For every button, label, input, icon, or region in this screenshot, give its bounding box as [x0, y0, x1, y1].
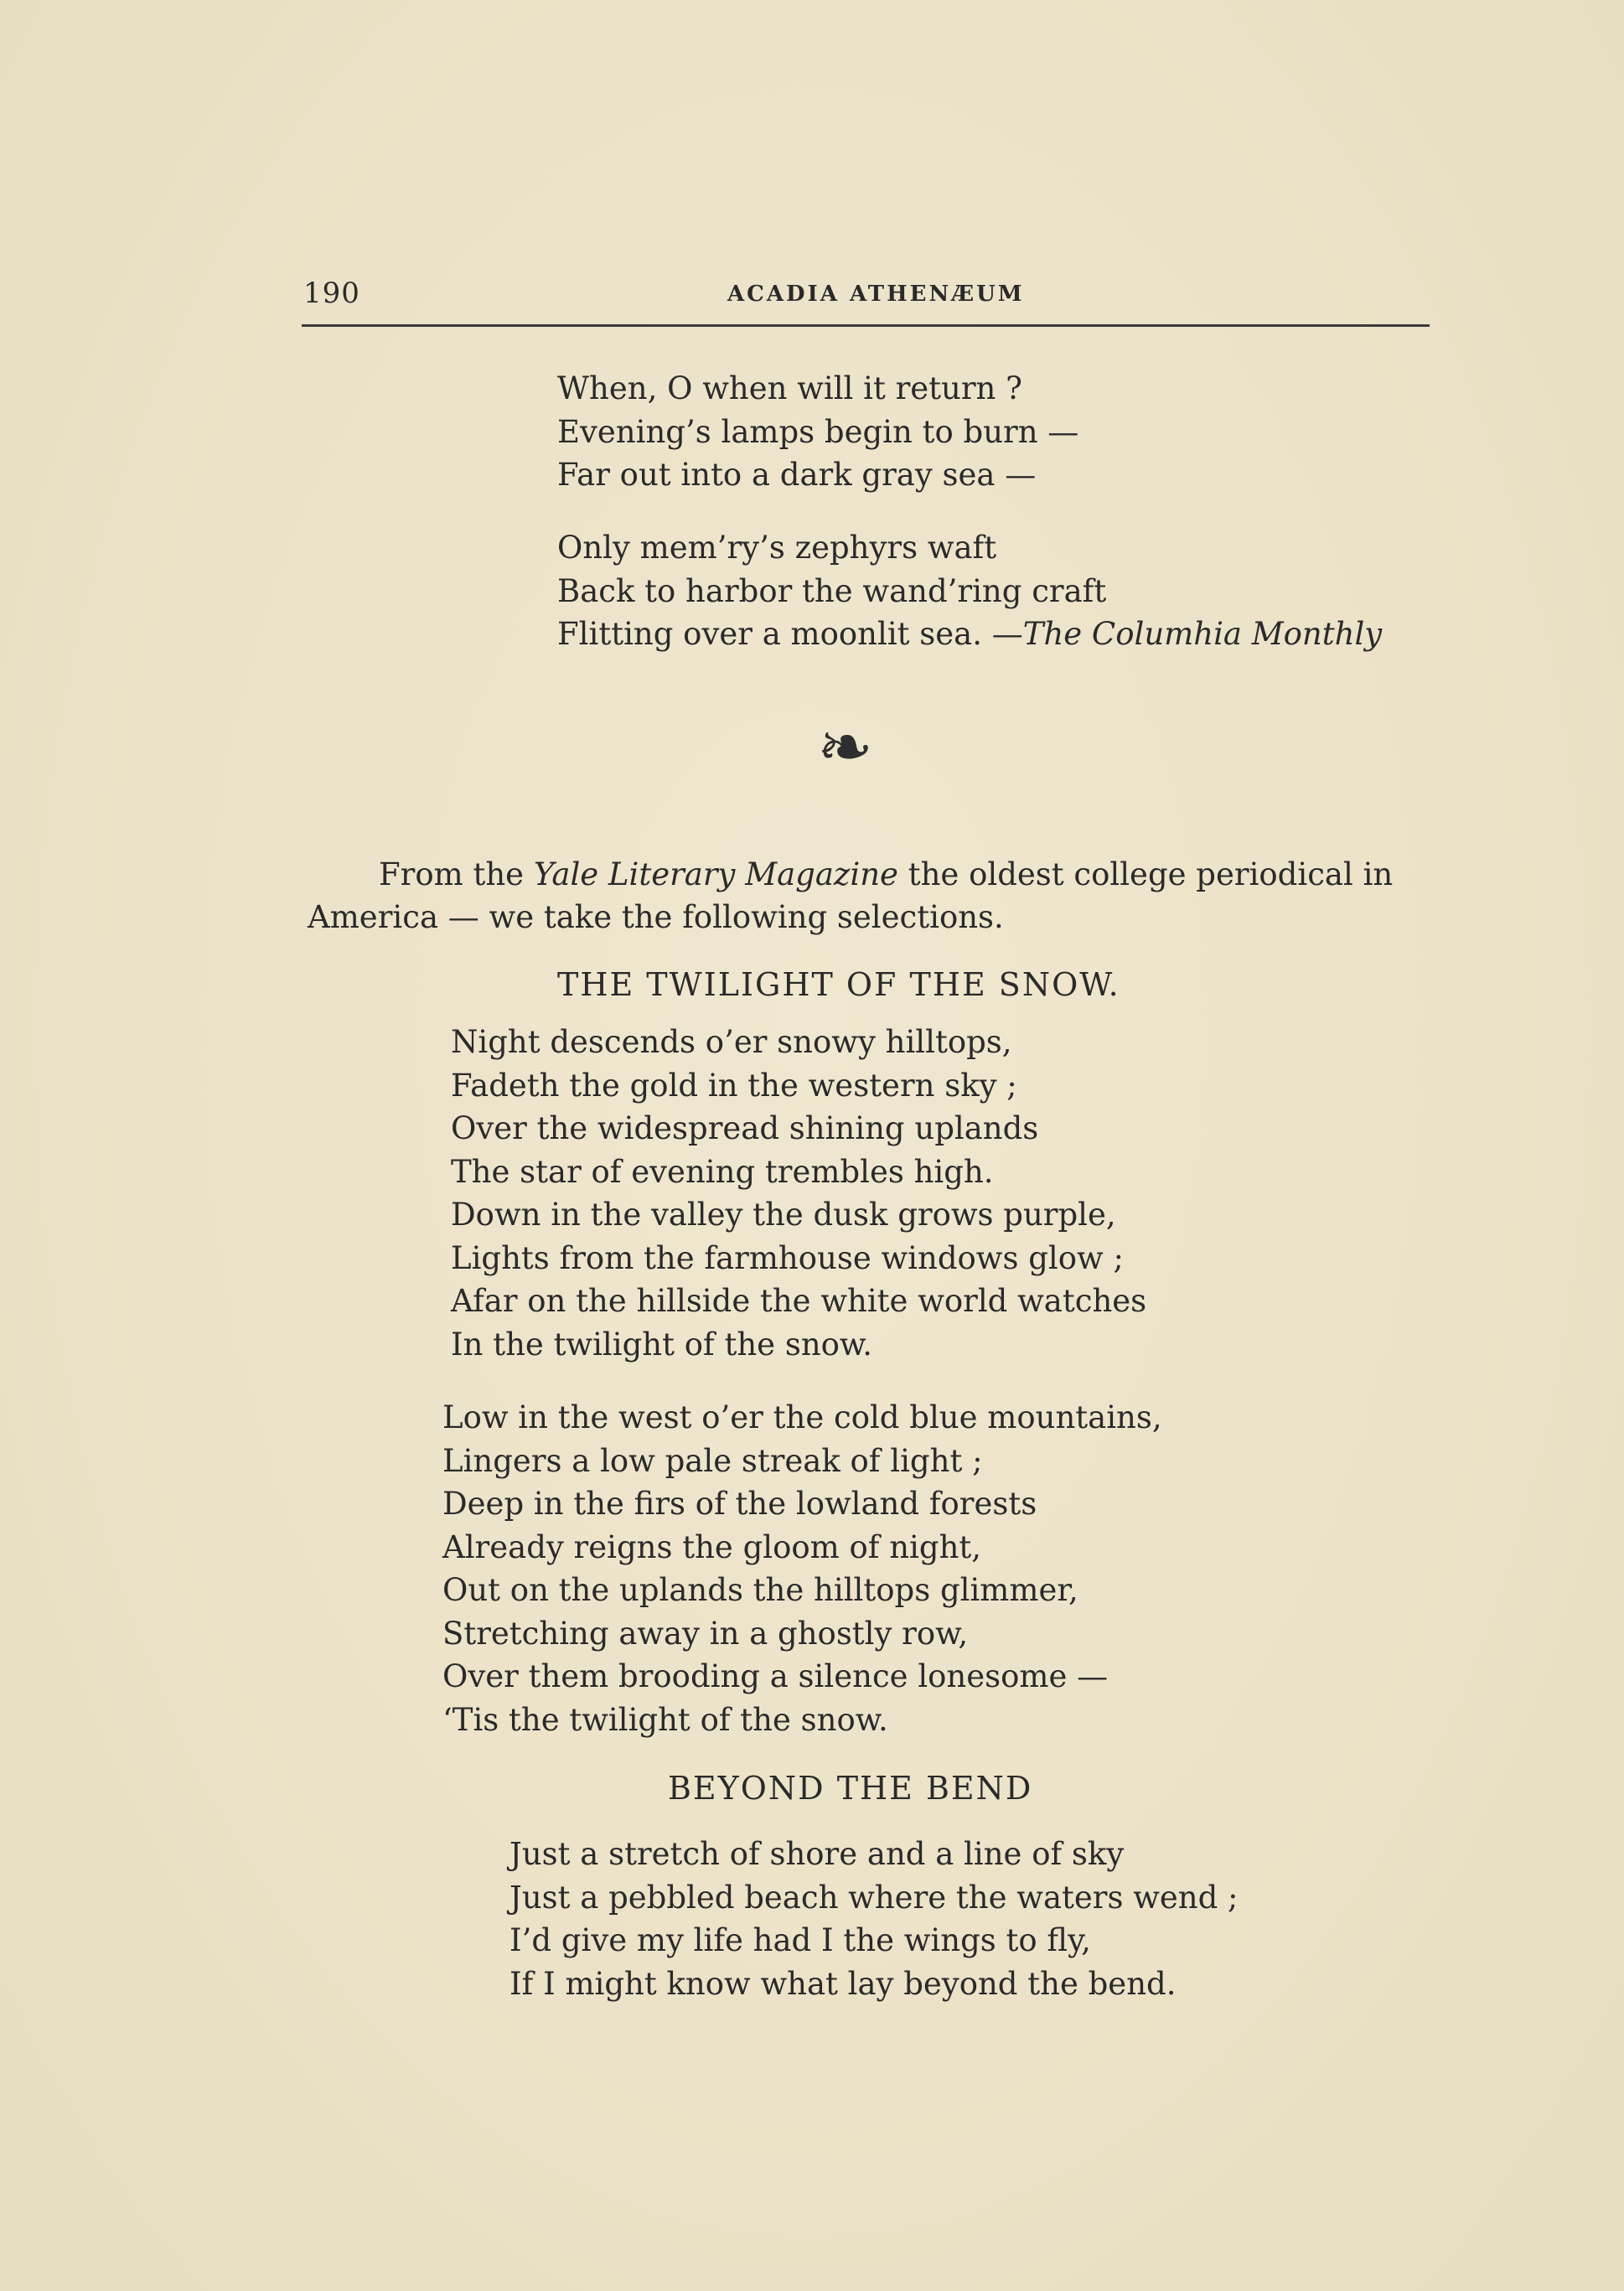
poem-line: Deep in the firs of the lowland forests	[442, 1486, 1037, 1522]
intro-line2: America — we take the following selections.	[308, 899, 1004, 935]
poem-line: I’d give my life had I the wings to fly,	[509, 1922, 1091, 1958]
poem-line: Evening’s lamps begin to burn —	[557, 413, 1079, 450]
poem-line: Over the widespread shining uplands	[451, 1110, 1039, 1146]
page-header	[303, 277, 1428, 327]
poem2-stanza2	[442, 1396, 1162, 1741]
intro-line1	[308, 853, 1430, 896]
page-number: 190	[303, 277, 360, 310]
running-head: ACADIA ATHENÆUM	[727, 282, 1025, 307]
poem-line: When, O when will it return ?	[557, 370, 1022, 406]
poem-line: Out on the uplands the hilltops glimmer,	[442, 1572, 1078, 1608]
poem-line: Just a pebbled beach where the waters wend ;	[509, 1879, 1239, 1916]
intro-pre: From the	[379, 856, 534, 892]
poem1-stanza2	[557, 526, 1382, 656]
poem-line: Back to harbor the wand’ring craft	[557, 572, 1107, 609]
poem-line: Night descends o’er snowy hilltops,	[451, 1024, 1012, 1060]
poem-line: Just a stretch of shore and a line of sky	[509, 1836, 1125, 1872]
poem-line: Stretching away in a ghostly row,	[442, 1615, 969, 1652]
poem-line: Down in the valley the dusk grows purple,	[451, 1197, 1116, 1233]
poem3-title: BEYOND THE BEND	[668, 1770, 1033, 1807]
poem-line: Lingers a low pale streak of light ;	[442, 1442, 983, 1479]
intro-paragraph	[308, 853, 1430, 939]
poem-line-with-attribution	[557, 613, 1382, 656]
poem-line: Far out into a dark gray sea —	[557, 457, 1037, 493]
poem-line: In the twilight of the snow.	[451, 1326, 872, 1363]
poem1-stanza1	[557, 367, 1078, 497]
poem-line: The star of evening trembles high.	[451, 1153, 994, 1190]
ornament-icon: ❧	[817, 708, 874, 786]
poem2-stanza1	[451, 1021, 1146, 1366]
poem-line: Low in the west o’er the cold blue mountains,	[442, 1399, 1162, 1435]
poem-line: If I might know what lay beyond the bend.	[509, 1965, 1177, 2002]
magazine-title: Yale Literary Magazine	[533, 856, 898, 892]
poem-line: Fadeth the gold in the western sky ;	[451, 1067, 1017, 1104]
poem2-title: THE TWILIGHT OF THE SNOW.	[557, 966, 1120, 1003]
header-rule	[302, 324, 1430, 327]
poem-line: Only mem’ry’s zephyrs waft	[557, 530, 997, 566]
poem-line: Already reigns the gloom of night,	[442, 1528, 982, 1565]
poem3-stanza	[509, 1833, 1239, 2005]
poem-line-text: Flitting over a moonlit sea. —	[557, 616, 1023, 652]
poem-line: Lights from the farmhouse windows glow ;	[451, 1239, 1124, 1276]
intro-post: the oldest college periodical in	[897, 856, 1394, 892]
poem-line: Over them brooding a silence lonesome —	[442, 1658, 1109, 1694]
poem-line: ‘Tis the twilight of the snow.	[442, 1701, 888, 1738]
poem-line: Afar on the hillside the white world watches	[451, 1283, 1147, 1319]
attribution: The Columhia Monthly	[1022, 616, 1383, 652]
